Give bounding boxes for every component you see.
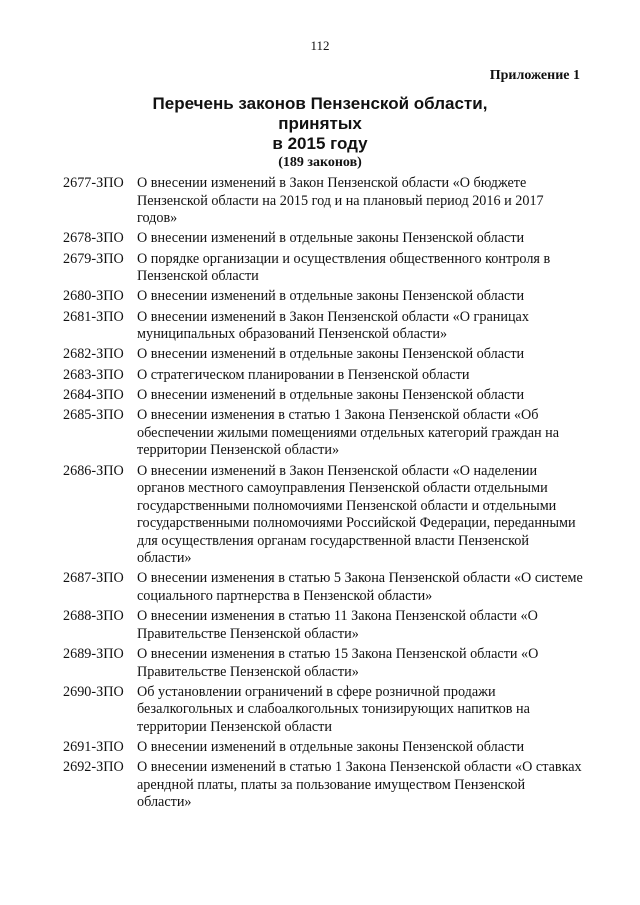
- law-list: [63, 175, 583, 815]
- law-item: [63, 646, 583, 681]
- law-item: [63, 463, 583, 568]
- law-item: [63, 759, 583, 812]
- title-block: [0, 94, 640, 171]
- document-title: [110, 94, 530, 154]
- law-number: 2679-ЗПО: [63, 250, 124, 267]
- law-item: [63, 407, 583, 460]
- law-item: [63, 608, 583, 643]
- law-number: 2691-ЗПО: [63, 739, 124, 756]
- law-title: О внесении изменений в статью 1 Закона Пензенской области «О ставках арендной платы, платы за пользование имуществом Пензенской области»: [137, 759, 582, 811]
- law-title: О внесении изменений в отдельные законы Пензенской области: [137, 230, 525, 247]
- law-title: О внесении изменения в статью 1 Закона Пензенской области «Об обеспечении жилыми помещениями отдельных категорий граждан на территории Пензенской области»: [137, 407, 560, 459]
- law-title: О внесении изменений в отдельные законы Пензенской области: [137, 387, 525, 404]
- law-number: 2677-ЗПО: [63, 175, 124, 191]
- law-number: 2689-ЗПО: [63, 646, 124, 663]
- law-item: [63, 251, 583, 286]
- law-item: [63, 309, 583, 344]
- law-item: [63, 684, 583, 737]
- law-title: О порядке организации и осуществления общественного контроля в Пензенской области: [137, 250, 551, 285]
- law-item: [63, 230, 583, 248]
- law-number: 2687-ЗПО: [63, 570, 124, 587]
- law-title: О внесении изменений в Закон Пензенской области «О бюджете Пензенской области на 2015 год и на плановый период 2016 и 2017 годов»: [137, 175, 544, 226]
- law-number: 2690-ЗПО: [63, 683, 124, 700]
- title-line-2: в 2015 году: [272, 134, 368, 153]
- law-item: [63, 367, 583, 385]
- law-number: 2683-ЗПО: [63, 366, 124, 383]
- law-title: О внесении изменений в отдельные законы Пензенской области: [137, 346, 525, 363]
- law-number: 2680-ЗПО: [63, 288, 124, 305]
- law-item: [63, 387, 583, 405]
- appendix-label: Приложение 1: [489, 68, 580, 83]
- law-title: Об установлении ограничений в сфере розничной продажи безалкогольных и слабоалкогольных тонизирующих напитков на территории Пензенской области: [137, 683, 530, 735]
- title-line-1: Перечень законов Пензенской области, принятых: [152, 94, 488, 133]
- law-title: О внесении изменений в отдельные законы Пензенской области: [137, 288, 525, 305]
- law-number: 2684-ЗПО: [63, 387, 124, 404]
- law-number: 2678-ЗПО: [63, 230, 124, 247]
- law-count: (189 законов): [278, 155, 362, 170]
- law-title: О внесении изменения в статью 5 Закона Пензенской области «О системе социального партнерства в Пензенской области»: [137, 570, 583, 604]
- law-title: О внесении изменения в статью 11 Закона Пензенской области «О Правительстве Пензенской области»: [137, 608, 538, 642]
- law-number: 2686-ЗПО: [63, 462, 124, 479]
- law-item: [63, 288, 583, 306]
- page-number: 112: [310, 38, 330, 53]
- law-number: 2688-ЗПО: [63, 608, 124, 625]
- law-title: О стратегическом планировании в Пензенской области: [137, 366, 470, 383]
- law-title: О внесении изменений в Закон Пензенской области «О границах муниципальных образований Пензенской области»: [137, 308, 529, 343]
- law-item: [63, 346, 583, 364]
- law-item: [63, 175, 583, 228]
- law-item: [63, 739, 583, 757]
- law-number: 2682-ЗПО: [63, 346, 124, 363]
- law-title: О внесении изменения в статью 15 Закона Пензенской области «О Правительстве Пензенской области»: [137, 646, 539, 680]
- law-title: О внесении изменений в отдельные законы Пензенской области: [137, 739, 525, 756]
- law-item: [63, 570, 583, 605]
- law-number: 2685-ЗПО: [63, 407, 124, 424]
- law-number: 2692-ЗПО: [63, 759, 124, 776]
- law-number: 2681-ЗПО: [63, 308, 124, 325]
- law-title: О внесении изменений в Закон Пензенской области «О наделении органов местного самоуправления Пензенской области отдельными государственными полномочиями Пензенской области и отдельными государственными полномочиями Российской Федерации, переданными для осуществления органам государственной власти Пензенской области»: [137, 462, 576, 567]
